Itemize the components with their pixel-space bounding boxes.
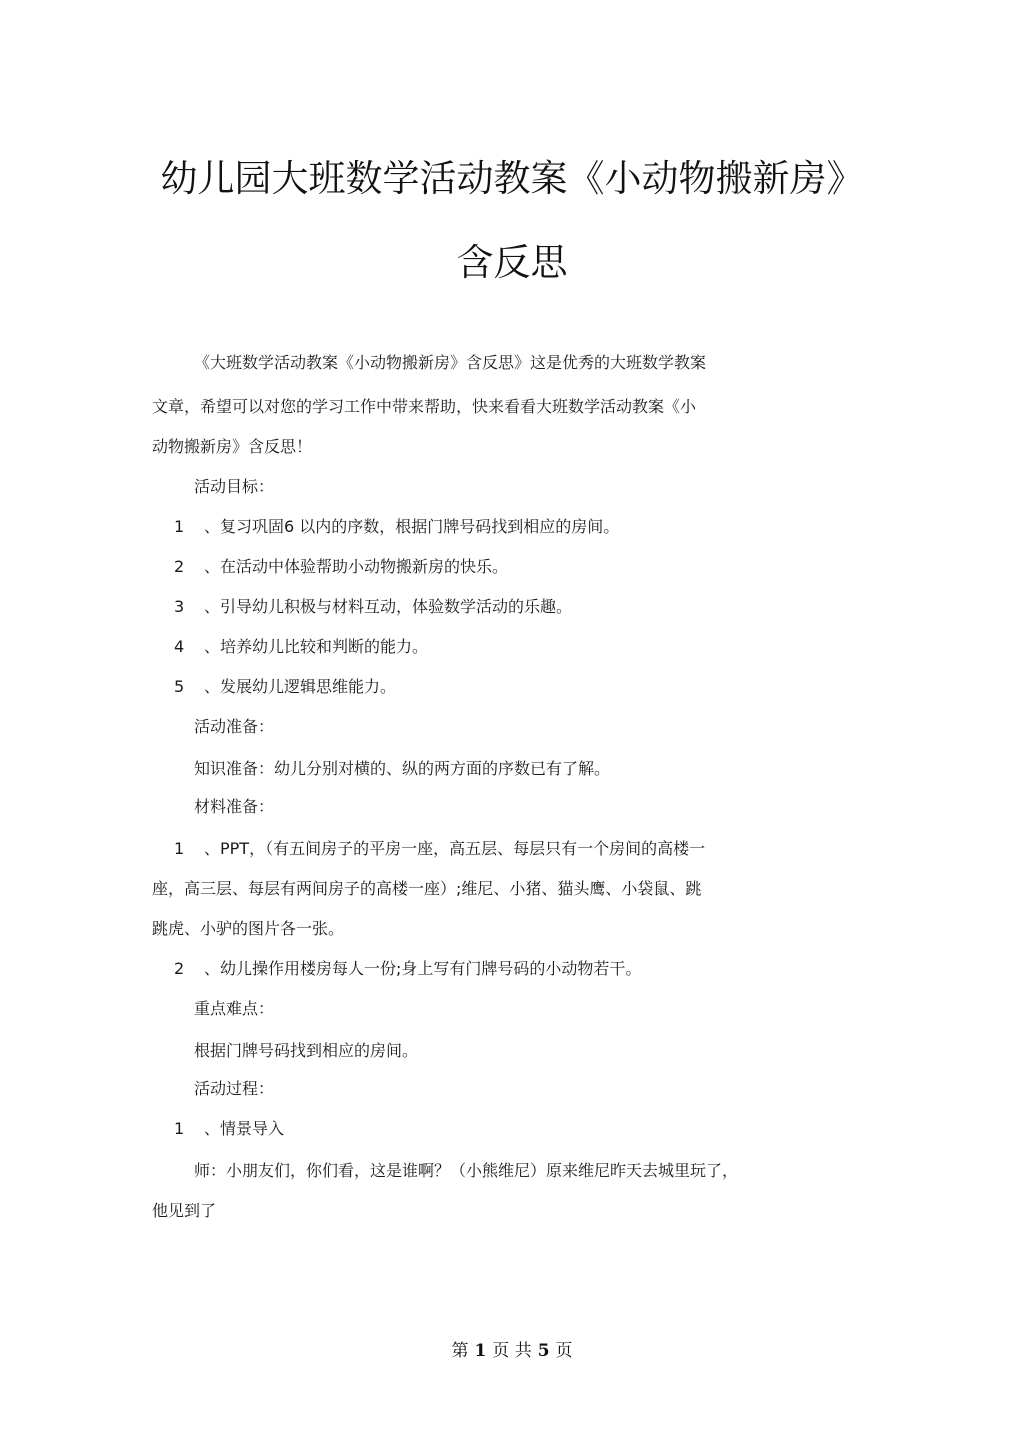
goals-heading: 活动目标： — [194, 477, 275, 496]
goal-item — [174, 516, 619, 538]
footer-prefix: 第 — [451, 1341, 469, 1361]
goal-text: 、复习巩固6 以内的序数，根据门牌号码找到相应的房间。 — [204, 517, 620, 536]
goal-number: 4 — [174, 637, 185, 656]
footer-suffix: 页 — [555, 1341, 573, 1361]
goal-item — [174, 556, 508, 578]
document-title-line2: 含反思 — [456, 241, 568, 284]
goal-number: 3 — [174, 597, 185, 616]
goal-text: 、培养幼儿比较和判断的能力。 — [204, 637, 429, 656]
process-heading: 活动过程： — [194, 1079, 275, 1098]
goal-text: 、发展幼儿逻辑思维能力。 — [204, 677, 397, 696]
materials-heading: 材料准备： — [194, 797, 275, 816]
goal-number: 2 — [174, 557, 185, 576]
material-number: 1 — [174, 839, 185, 858]
document-title-line1: 幼儿园大班数学活动教案《小动物搬新房》 — [160, 157, 864, 200]
teacher-line-1: 师：小朋友们，你们看，这是谁啊？（小熊维尼）原来维尼昨天去城里玩了， — [194, 1161, 739, 1180]
step-number: 1 — [174, 1119, 185, 1138]
knowledge-prep: 知识准备：幼儿分别对横的、纵的两方面的序数已有了解。 — [194, 759, 611, 778]
goal-number: 1 — [174, 517, 185, 536]
prep-heading: 活动准备： — [194, 717, 275, 736]
step-text: 、情景导入 — [204, 1119, 285, 1138]
material-text-cont: 跳虎、小驴的图片各一张。 — [152, 919, 345, 938]
goal-item — [174, 636, 428, 658]
goal-item — [174, 596, 572, 618]
goal-item — [174, 676, 396, 698]
material-text: 、PPT，（有五间房子的平房一座，高五层、每层只有一个房间的高楼一 — [204, 839, 706, 858]
material-item — [174, 838, 705, 860]
goal-number: 5 — [174, 677, 185, 696]
key-heading: 重点难点： — [194, 999, 275, 1018]
teacher-line-2: 他见到了 — [152, 1201, 217, 1220]
intro-line-2: 文章，希望可以对您的学习工作中带来帮助，快来看看大班数学活动教案《小 — [152, 397, 697, 416]
footer-middle: 页 共 — [492, 1341, 532, 1361]
material-text: 、幼儿操作用楼房每人一份;身上写有门牌号码的小动物若干。 — [204, 959, 642, 978]
process-step — [174, 1118, 284, 1140]
intro-line-1: 《大班数学活动教案《小动物搬新房》含反思》这是优秀的大班数学教案 — [194, 353, 707, 372]
total-pages: 5 — [537, 1341, 550, 1361]
key-text: 根据门牌号码找到相应的房间。 — [194, 1041, 419, 1060]
material-text-cont: 座，高三层、每层有两间房子的高楼一座）;维尼、小猪、猫头鹰、小袋鼠、跳 — [152, 879, 702, 898]
goal-text: 、引导幼儿积极与材料互动，体验数学活动的乐趣。 — [204, 597, 573, 616]
intro-line-3: 动物搬新房》含反思！ — [152, 437, 313, 456]
current-page: 1 — [474, 1341, 487, 1361]
material-number: 2 — [174, 959, 185, 978]
page-footer — [0, 1336, 1024, 1361]
goal-text: 、在活动中体验帮助小动物搬新房的快乐。 — [204, 557, 509, 576]
material-item — [174, 958, 641, 980]
